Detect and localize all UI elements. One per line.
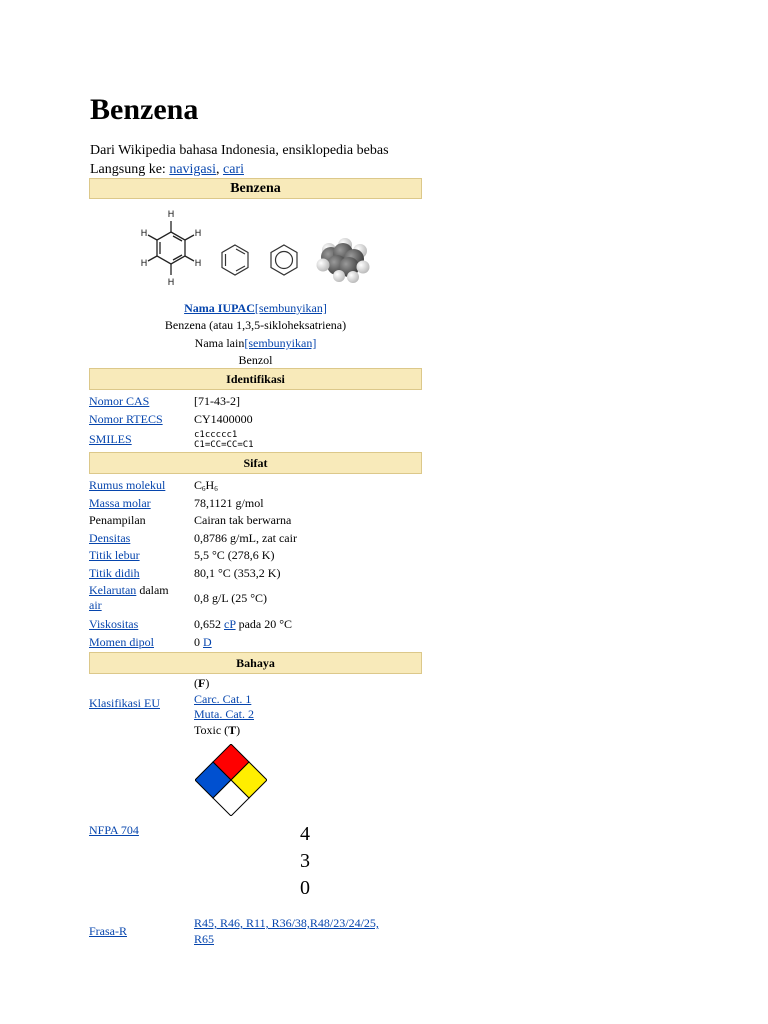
page-subtitle: Dari Wikipedia bahasa Indonesia, ensiklopedia bebas (90, 143, 389, 158)
nfpa-health: 4 (300, 823, 310, 845)
melting-row (89, 548, 422, 566)
boiling-link[interactable]: Titik didih (89, 565, 140, 580)
density-row (89, 531, 422, 549)
formula-h: H (205, 478, 215, 492)
r-phrases-link[interactable]: Frasa-R (89, 924, 127, 938)
iupac-label-row (89, 299, 422, 317)
solubility-mid: dalam (136, 583, 169, 597)
svg-text:H: H (194, 229, 202, 239)
nav-link[interactable]: navigasi (169, 162, 216, 177)
smiles-link[interactable]: SMILES (89, 432, 132, 446)
toxic-t-symbol: T (228, 722, 237, 737)
identification-header: Identifikasi (89, 368, 422, 390)
page-title: Benzena (90, 93, 199, 126)
molar-mass-value: 78,1121 g/mol (194, 495, 264, 510)
solubility-row (89, 583, 422, 617)
appearance-label: Penampilan (89, 513, 146, 527)
eu-f-symbol: F (198, 676, 206, 690)
melting-value: 5,5 °C (278,6 K) (194, 548, 275, 562)
r-phrases-line2[interactable]: R65 (194, 931, 215, 946)
eu-classification-value (194, 676, 254, 738)
cas-link[interactable]: Nomor CAS (89, 394, 150, 408)
r-phrases-value (194, 916, 379, 947)
properties-header: Sifat (89, 452, 422, 474)
hazards-header: Bahaya (89, 652, 422, 674)
svg-text:H: H (140, 229, 148, 239)
iupac-name: Benzena (atau 1,3,5-sikloheksatriena) (164, 318, 347, 332)
debye-link[interactable]: D (203, 634, 212, 649)
jump-sep: , (215, 162, 223, 177)
viscosity-link[interactable]: Viskositas (89, 617, 139, 631)
other-names-value: Benzol (238, 353, 273, 367)
iupac-link[interactable]: Nama IUPAC (184, 301, 255, 315)
formula-c: C (194, 478, 203, 492)
formula-c-sub: 6 (202, 485, 206, 493)
cas-value: [71-43-2] (194, 394, 240, 408)
infobox-title: Benzena (89, 178, 422, 199)
eu-classification-link[interactable]: Klasifikasi EU (89, 696, 160, 710)
viscosity-row (89, 617, 422, 635)
hide-other-names-link[interactable]: [sembunyikan] (244, 336, 317, 350)
benzene-circle-icon (268, 243, 300, 277)
benzene-kekule-icon (219, 243, 251, 277)
appearance-value: Cairan tak berwarna (194, 513, 292, 527)
boiling-row (89, 566, 422, 584)
viscosity-value (194, 617, 292, 632)
cas-row (89, 394, 422, 412)
viscosity-pre: 0,652 (194, 617, 224, 631)
toxic-post: ) (236, 722, 241, 737)
viscosity-post: pada 20 °C (235, 617, 293, 631)
smiles-aromatic: c1ccccc1 (194, 430, 238, 440)
structure-images (89, 199, 422, 299)
solubility-link[interactable]: Kelarutan (89, 583, 137, 597)
chem-infobox (89, 178, 422, 950)
formula-h-sub: 6 (214, 485, 218, 493)
dipole-link[interactable]: Momen dipol (89, 634, 154, 649)
solubility-label (89, 583, 189, 613)
dipole-row (89, 635, 422, 653)
other-names-label: Nama lain (194, 336, 245, 350)
formula-value (194, 478, 218, 495)
smiles-row (89, 429, 422, 452)
jump-prefix: Langsung ke: (90, 162, 170, 177)
boiling-value: 80,1 °C (353,2 K) (194, 565, 281, 580)
eu-toxic (194, 723, 254, 739)
nfpa-link[interactable]: NFPA 704 (89, 823, 139, 837)
molar-mass-link[interactable]: Massa molar (89, 495, 151, 510)
melting-link[interactable]: Titik lebur (89, 548, 140, 562)
nfpa-reactivity: 0 (300, 877, 310, 899)
density-value: 0,8786 g/mL, zat cair (194, 530, 297, 545)
r-phrases-line1[interactable]: R45, R46, R11, R36/38,R48/23/24/25, (194, 916, 379, 930)
nfpa-row (89, 738, 422, 914)
benzene-structure-icon (134, 201, 208, 296)
nfpa-numbers (300, 821, 310, 902)
molar-mass-row (89, 496, 422, 514)
formula-link[interactable]: Rumus molekul (89, 478, 166, 492)
rtecs-link[interactable]: Nomor RTECS (89, 411, 163, 426)
hide-iupac-link[interactable]: [sembunyikan] (254, 301, 327, 315)
benzene-spacefill-icon (315, 237, 373, 283)
muta-link[interactable]: Muta. Cat. 2 (194, 707, 254, 721)
rtecs-value: CY1400000 (194, 411, 253, 426)
dipole-pre: 0 (194, 634, 203, 649)
svg-text:H: H (140, 259, 148, 269)
dipole-value (194, 635, 212, 650)
rtecs-row (89, 412, 422, 430)
eu-flammable: (F) (194, 676, 210, 690)
r-phrases-row (89, 914, 422, 950)
svg-text:H: H (167, 278, 175, 288)
nfpa-fire: 3 (300, 850, 310, 872)
svg-text:H: H (194, 259, 202, 269)
solubility-value: 0,8 g/L (25 °C) (194, 591, 268, 605)
svg-text:H: H (167, 210, 175, 220)
appearance-row (89, 513, 422, 531)
other-names-label-row (89, 334, 422, 352)
toxic-pre: Toxic ( (194, 722, 229, 737)
eu-classification-row (89, 674, 422, 738)
smiles-value (194, 430, 254, 450)
density-link[interactable]: Densitas (89, 530, 131, 545)
carc-link[interactable]: Carc. Cat. 1 (194, 691, 252, 706)
water-link[interactable]: air (89, 598, 102, 612)
smiles-kekule: C1=CC=CC=C1 (194, 440, 254, 450)
search-link[interactable]: cari (222, 162, 244, 177)
jump-links (90, 161, 244, 179)
nfpa-diamond-icon (195, 744, 267, 816)
formula-row (89, 478, 422, 496)
cp-link[interactable]: cP (224, 617, 236, 631)
